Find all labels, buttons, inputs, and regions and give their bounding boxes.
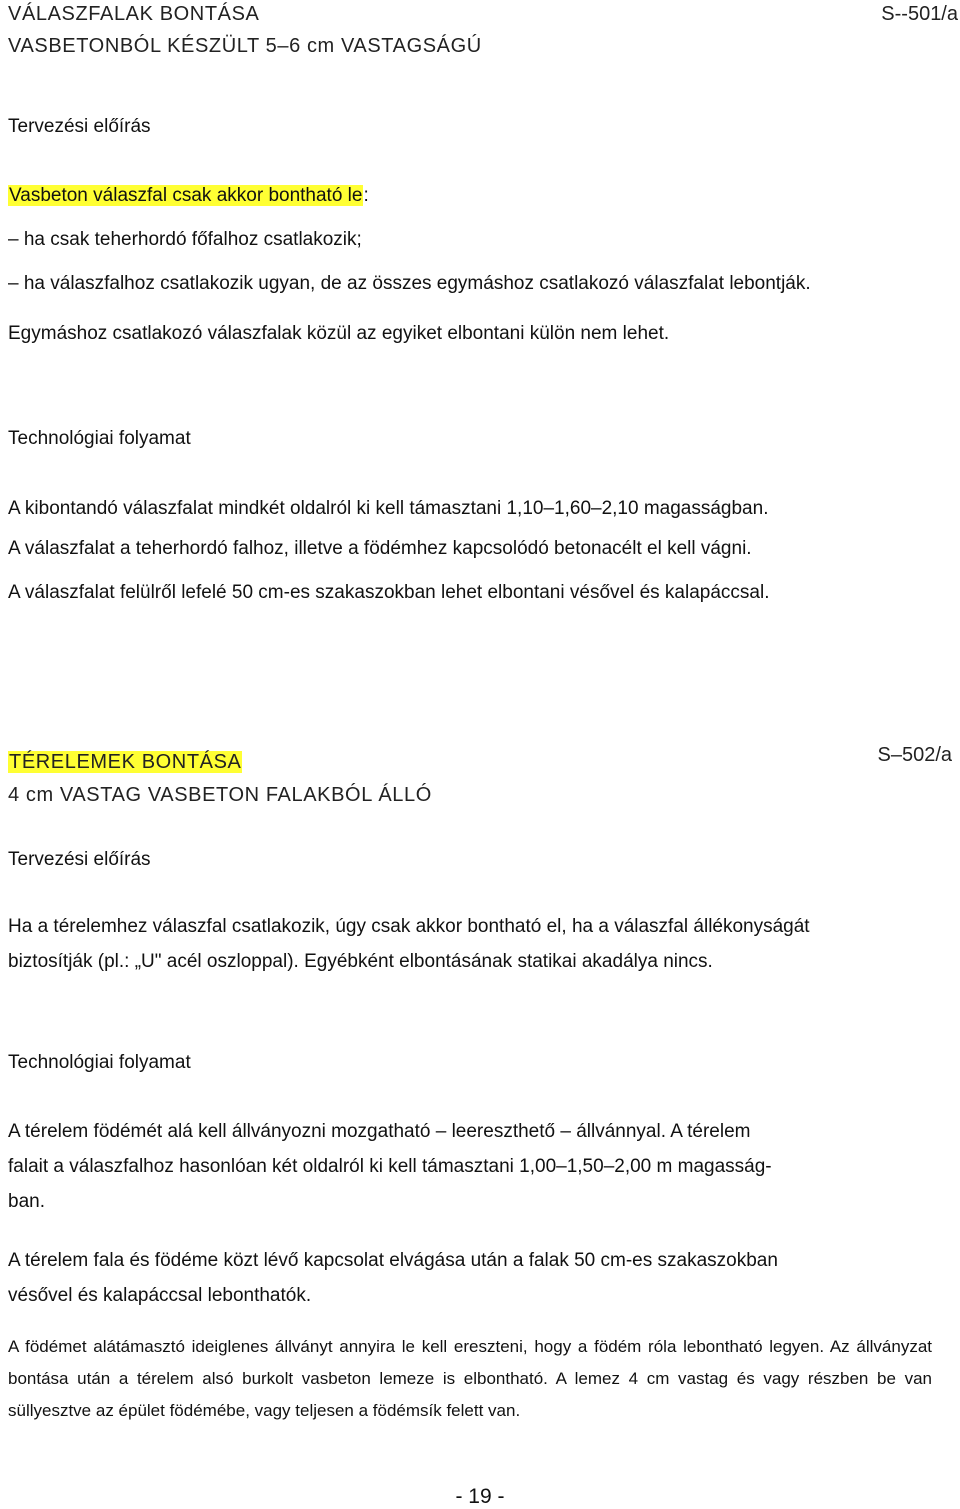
highlight-colon: :	[363, 185, 369, 206]
section2-tech-line-2: falait a válaszfalhoz hasonlóan két oldalról ki kell támasztani 1,00–1,50–2,00 m magasság-	[8, 1156, 772, 1177]
section1-design-highlight-line	[8, 184, 369, 208]
section1-tech-line-1: A kibontandó válaszfalat mindkét oldalról ki kell támasztani 1,10–1,60–2,10 magasságban.	[8, 498, 769, 519]
section2-design-heading: Tervezési előírás	[8, 849, 151, 870]
section2-design-line-1: Ha a térelemhez válaszfal csatlakozik, úgy csak akkor bontható el, ha a válaszfal állékonyságát	[8, 916, 810, 937]
section1-design-item-2: – ha válaszfalhoz csatlakozik ugyan, de az összes egymáshoz csatlakozó válaszfalat lebontják.	[8, 273, 811, 294]
section1-design-heading: Tervezési előírás	[8, 116, 151, 137]
section2-title-line1	[8, 750, 242, 774]
section2-tech-line-4: A térelem fala és födéme közt lévő kapcsolat elvágása után a falak 50 cm-es szakaszokban	[8, 1250, 778, 1271]
section2-title-highlight: TÉRELEMEK BONTÁSA	[9, 751, 242, 773]
section1-design-item-1: – ha csak teherhordó főfalhoz csatlakozik;	[8, 229, 362, 250]
section2-title-line2: 4 cm VASTAG VASBETON FALAKBÓL ÁLLÓ	[8, 784, 432, 806]
section2-note-paragraph: A födémet alátámasztó ideiglenes állványt annyira le kell ereszteni, hogy a födém róla lebontható legyen. Az állványzat bontása után a térelem alsó burkolt vasbeton lemeze is elbontható. A lemez 4 cm vastag és vagy részben be van süllyesztve az épület födémébe, vagy teljesen a födémsík felett van.	[8, 1337, 932, 1420]
section2-code: S–502/a	[877, 744, 952, 766]
page-number: - 19 -	[455, 1485, 505, 1508]
section2-tech-line-3: ban.	[8, 1191, 45, 1212]
section2-tech-heading: Technológiai folyamat	[8, 1052, 191, 1073]
section2-tech-line-5: vésővel és kalapáccsal lebonthatók.	[8, 1285, 312, 1306]
section1-design-item-3: Egymáshoz csatlakozó válaszfalak közül az egyiket elbontani külön nem lehet.	[8, 323, 670, 344]
section1-tech-line-3: A válaszfalat felülről lefelé 50 cm-es szakaszokban lehet elbontani vésővel és kalapáccsal.	[8, 582, 770, 603]
section1-title-line1: VÁLASZFALAK BONTÁSA	[8, 3, 260, 25]
section2-tech-line-1: A térelem födémét alá kell állványozni mozgatható – leereszthető – állvánnyal. A térelem	[8, 1121, 751, 1142]
section1-code: S--501/a	[881, 3, 958, 25]
highlighted-text: Vasbeton válaszfal csak akkor bontható le	[9, 185, 363, 206]
section1-title-line2: VASBETONBÓL KÉSZÜLT 5–6 cm VASTAGSÁGÚ	[8, 35, 482, 57]
section1-tech-heading: Technológiai folyamat	[8, 428, 191, 449]
section1-tech-line-2: A válaszfalat a teherhordó falhoz, illetve a födémhez kapcsolódó betonacélt el kell vágni.	[8, 538, 752, 559]
section2-design-line-2: biztosítják (pl.: „U" acél oszloppal). Egyébként elbontásának statikai akadálya nincs.	[8, 951, 713, 972]
